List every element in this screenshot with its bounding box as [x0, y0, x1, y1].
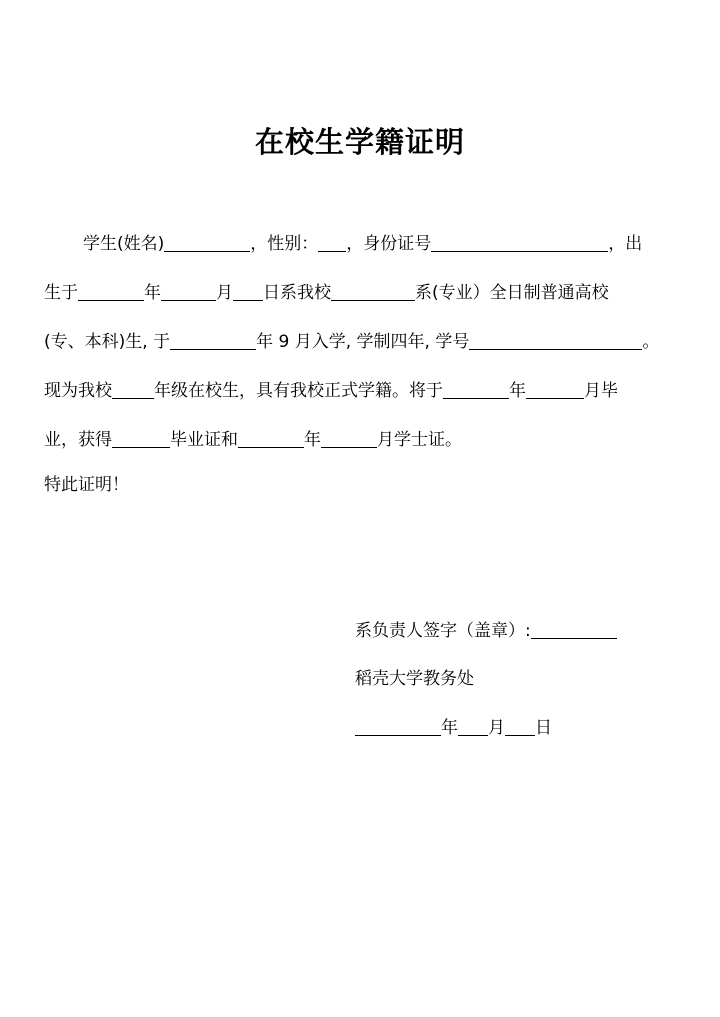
text: ，身份证号 [346, 234, 432, 254]
student-number-blank[interactable] [469, 333, 642, 350]
issuing-office: 稻壳大学教务处 [355, 669, 474, 689]
birth-month-blank[interactable] [161, 284, 216, 301]
text: 年 [304, 430, 321, 450]
text: 年 [441, 718, 458, 738]
birth-day-blank[interactable] [233, 284, 263, 301]
body-line-5 [44, 429, 462, 451]
gender-blank[interactable] [318, 235, 346, 252]
text: 年级在校生，具有我校正式学籍。将于 [154, 381, 443, 401]
enroll-year-blank[interactable] [170, 333, 256, 350]
text: 业，获得 [44, 430, 112, 450]
grad-year-blank[interactable] [443, 382, 509, 399]
signature-label: 系负责人签字（盖章）: [355, 621, 531, 641]
text: 月 [488, 718, 505, 738]
body-line-2 [44, 282, 609, 304]
text: ，性别： [250, 234, 319, 254]
text: ，出 [608, 234, 643, 254]
sign-month-blank[interactable] [458, 719, 488, 736]
birth-year-blank[interactable] [78, 284, 144, 301]
closing-statement: 特此证明！ [44, 475, 129, 495]
text: 年 [144, 283, 161, 303]
text: 生于 [44, 283, 78, 303]
department-blank[interactable] [331, 284, 415, 301]
text: 年 9 月入学, 学制四年, 学号 [256, 332, 470, 352]
name-blank[interactable] [164, 235, 250, 252]
text: 日系我校 [263, 283, 331, 303]
text: 月学士证。 [377, 430, 462, 450]
id-number-blank[interactable] [431, 235, 608, 252]
sign-day-blank[interactable] [505, 719, 535, 736]
page-title: 在校生学籍证明 [254, 125, 465, 159]
text: 月 [216, 283, 233, 303]
signature-blank[interactable] [531, 622, 617, 639]
degree-year-blank[interactable] [238, 431, 304, 448]
diploma-blank[interactable] [112, 431, 170, 448]
body-line-3 [44, 331, 659, 353]
body-line-4 [44, 380, 618, 402]
text: 。 [642, 332, 660, 352]
signature-date [355, 717, 552, 739]
text: 系(专业）全日制普通高校 [415, 283, 609, 303]
grad-month-blank[interactable] [526, 382, 584, 399]
degree-month-blank[interactable] [321, 431, 377, 448]
text: 学生(姓名) [83, 234, 165, 254]
text: (专、本科)生, 于 [44, 332, 171, 352]
grade-blank[interactable] [112, 382, 154, 399]
signature-line [355, 620, 617, 642]
text: 日 [535, 718, 552, 738]
text: 现为我校 [44, 381, 112, 401]
text: 月毕 [584, 381, 618, 401]
body-line-1 [83, 233, 642, 255]
sign-year-blank[interactable] [355, 719, 441, 736]
text: 毕业证和 [170, 430, 238, 450]
text: 年 [509, 381, 526, 401]
